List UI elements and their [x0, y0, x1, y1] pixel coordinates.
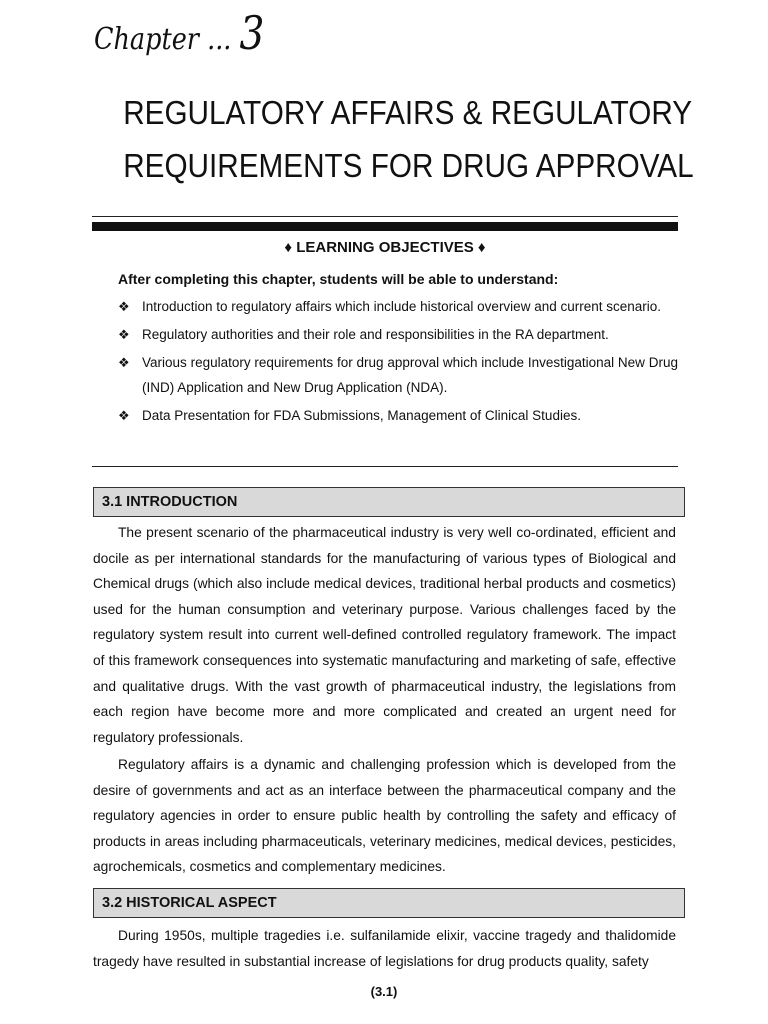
chapter-prefix: Chapter ...	[94, 22, 232, 57]
list-item-text: Introduction to regulatory affairs which include historical overview and current scenario.	[142, 299, 662, 314]
learning-objectives-list	[118, 294, 678, 431]
section-heading-introduction: 3.1 INTRODUCTION	[93, 487, 685, 517]
diamond-bullet-icon: ❖	[118, 408, 130, 423]
chapter-title	[123, 86, 694, 192]
diamond-bullet-icon: ❖	[118, 355, 130, 370]
chapter-number: 3	[239, 6, 265, 60]
chapter-title-line-2: REQUIREMENTS FOR DRUG APPROVAL	[123, 147, 694, 184]
top-divider-thin	[92, 216, 678, 217]
diamond-bullet-icon: ❖	[118, 327, 130, 342]
learning-objectives-intro: After completing this chapter, students will be able to understand:	[118, 271, 559, 287]
list-item-text: Data Presentation for FDA Submissions, Management of Clinical Studies.	[142, 408, 581, 423]
chapter-title-line-1: REGULATORY AFFAIRS & REGULATORY	[123, 94, 693, 131]
paragraph-introduction-2: Regulatory affairs is a dynamic and challenging profession which is developed from the desire of governments and act as an interface between the pharmaceutical company and the regulatory agencies in order to ensure public health by controlling the safety and efficacy of products in areas including pharmaceuticals, veterinary medicines, medical devices, pesticides, agrochemicals, cosmetics and complementary medicines.	[93, 757, 676, 875]
paragraph-introduction-1: The present scenario of the pharmaceutical industry is very well co-ordinated, efficient and docile as per international standards for the manufacturing of various types of Biological and Chemical drugs (which also include medical devices, traditional herbal products and cosmetics) used for the human consumption and veterinary purpose. Various challenges faced by the regulatory system result into current well-defined controlled regulatory framework. The impact of this framework consequences into systematic manufacturing and marketing of safe, effective and qualitative drugs. With the vast growth of pharmaceutical industry, the legislations from each region have become more and more complicated and created an urgent need for regulatory professionals.	[93, 525, 676, 745]
list-item	[118, 322, 678, 347]
section-heading-historical-aspect: 3.2 HISTORICAL ASPECT	[93, 888, 685, 918]
list-item	[118, 403, 678, 428]
list-item	[118, 294, 678, 319]
top-divider-thick	[92, 222, 678, 231]
list-item-text: Various regulatory requirements for drug approval which include Investigational New Drug (IND) Application and New Drug Application (NDA).	[142, 355, 678, 395]
paragraph-historical-1: During 1950s, multiple tragedies i.e. sulfanilamide elixir, vaccine tragedy and thalidomide tragedy have resulted in substantial increase of legislations for drug products quality, safety	[93, 928, 676, 969]
objectives-divider	[92, 466, 678, 467]
chapter-label	[94, 6, 264, 60]
learning-objectives-heading: ♦ LEARNING OBJECTIVES ♦	[284, 239, 486, 256]
list-item-text: Regulatory authorities and their role and responsibilities in the RA department.	[142, 327, 609, 342]
page-number: (3.1)	[370, 984, 398, 999]
list-item	[118, 350, 678, 400]
diamond-bullet-icon: ❖	[118, 299, 130, 314]
